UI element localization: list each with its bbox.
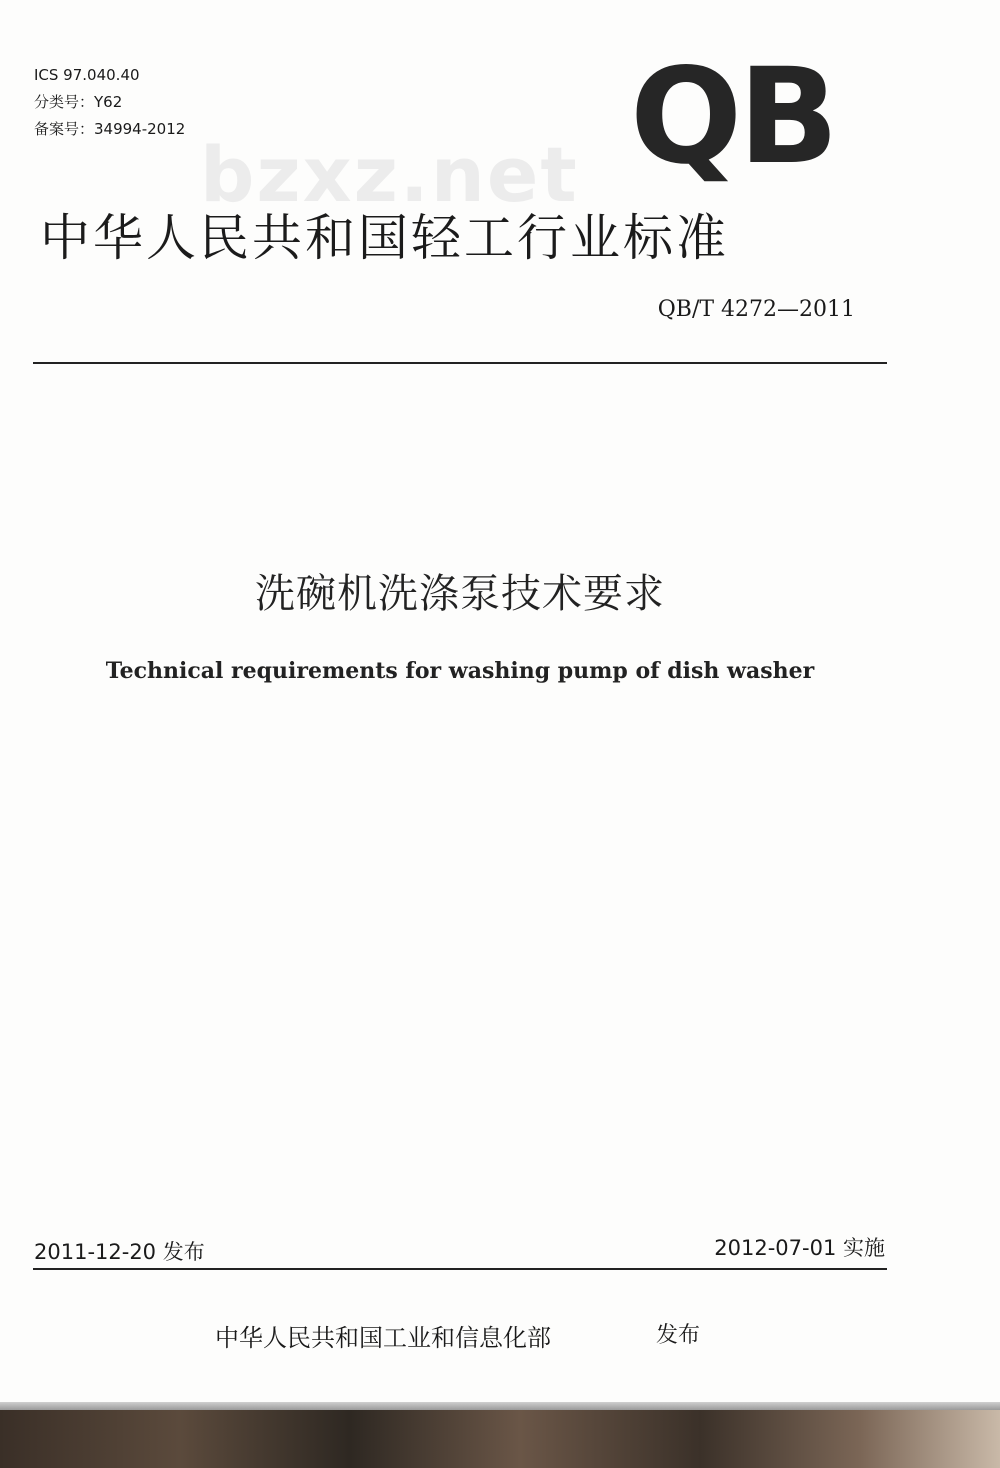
publish-label: 发布 bbox=[656, 1323, 701, 1348]
metadata-block bbox=[34, 62, 185, 143]
header-divider bbox=[33, 362, 887, 364]
ics-number: ICS 97.040.40 bbox=[34, 66, 140, 84]
classification-number: 分类号：Y62 bbox=[34, 93, 123, 111]
footer-divider bbox=[33, 1268, 887, 1270]
watermark: bzxz.net bbox=[200, 130, 579, 219]
filing-number: 备案号：34994-2012 bbox=[34, 120, 186, 138]
standard-title: 中华人民共和国轻工行业标准 bbox=[40, 209, 729, 267]
background-photo-strip bbox=[0, 1410, 1000, 1468]
implementation-date: 2012-07-01 实施 bbox=[714, 1236, 885, 1260]
qb-logo: QB bbox=[630, 40, 835, 194]
issue-date: 2011-12-20 发布 bbox=[34, 1240, 205, 1264]
publisher: 中华人民共和国工业和信息化部 bbox=[215, 1324, 551, 1352]
standard-code: QB/T 4272—2011 bbox=[657, 297, 855, 322]
page-edge bbox=[0, 1402, 1000, 1410]
document-title-en: Technical requirements for washing pump of dish washer bbox=[105, 658, 815, 684]
document-title-cn: 洗碗机洗涤泵技术要求 bbox=[255, 571, 665, 617]
